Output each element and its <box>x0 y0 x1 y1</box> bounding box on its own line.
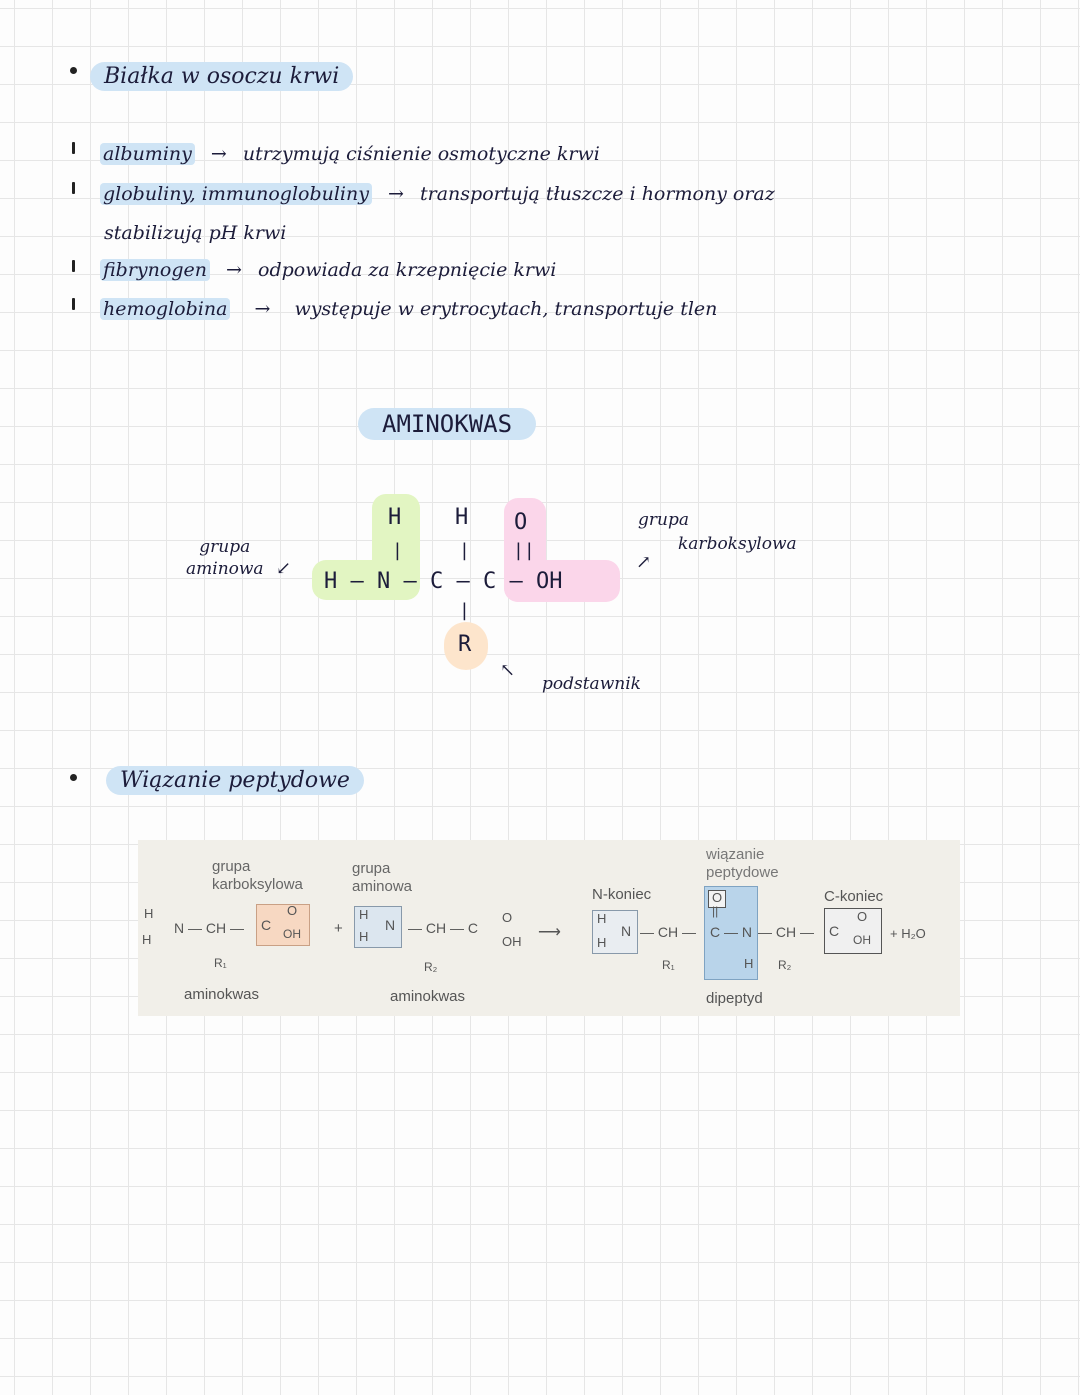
fig-dp-n: N <box>621 923 632 939</box>
fig-aa2-ch: — CH — C <box>408 920 479 936</box>
fig-label-bond-l1: wiązanie <box>706 846 765 863</box>
desc-globuliny: transportują tłuszcze i hormony oraz <box>420 183 775 205</box>
bond: — <box>509 569 523 594</box>
term-hemoglobina: hemoglobina <box>100 298 230 320</box>
bond: — <box>350 569 364 594</box>
fig-label-amino-l1: grupa <box>352 860 391 877</box>
atom-n: N <box>377 569 391 594</box>
backbone <box>324 569 563 594</box>
atom-h-left: H <box>324 569 338 594</box>
fig-dp-ch1: — CH — <box>640 924 697 940</box>
fig-aa1-h-bottom: H <box>142 932 152 947</box>
fig-dp-double-bond: || <box>712 904 719 918</box>
fig-aa1-c: C <box>261 917 272 933</box>
label-amino-group <box>186 536 264 580</box>
fig-dp-oh: OH <box>853 933 871 947</box>
arrow: → <box>226 259 242 281</box>
bullet-2 <box>70 774 77 781</box>
desc-albuminy: utrzymują ciśnienie osmotyczne krwi <box>242 143 600 165</box>
atom-o: O <box>514 510 528 535</box>
fig-aa1-oh: OH <box>283 927 301 941</box>
desc-hemoglobina: występuje w erytrocytach, transportuje tlen <box>294 298 718 320</box>
fig-reaction-arrow: ⟶ <box>538 924 561 941</box>
fig-aa2-n: N <box>385 917 396 933</box>
peptide-bond-figure <box>138 840 960 1016</box>
fig-dp-amino-box <box>592 910 638 954</box>
bond: — <box>403 569 417 594</box>
atom-h-top-n: H <box>388 505 402 530</box>
list-item-globuliny <box>100 183 775 205</box>
fig-aa1-r: R₁ <box>214 956 227 970</box>
label-carboxyl-line1: grupa <box>638 510 689 530</box>
label-amino-line2: aminowa <box>186 559 264 579</box>
atom-r: R <box>458 632 472 657</box>
fig-aa1-ch: CH <box>205 920 227 936</box>
fig-label-dipeptide: dipeptyd <box>706 990 763 1007</box>
bond-vertical-c: | <box>459 540 470 561</box>
fig-label-bond <box>706 846 779 882</box>
fig-aa2-o: O <box>502 910 513 925</box>
fig-label-c-end: C-koniec <box>824 888 884 905</box>
fig-dp-n2: N <box>741 924 753 940</box>
label-carboxyl-group <box>638 508 797 556</box>
label-amino-line1: grupa <box>199 537 251 557</box>
fig-aa2-oh: OH <box>502 934 522 949</box>
section-heading-plasma-proteins: Białka w osoczu krwi <box>90 62 353 91</box>
fig-aa2-c: C <box>467 920 479 936</box>
fig-dp-h-n: H <box>744 956 754 971</box>
fig-dp-r2: R₂ <box>778 958 792 972</box>
arrow: → <box>254 298 271 320</box>
fig-dp-ch1-atom: CH <box>657 924 679 940</box>
arrow-amino: ↙ <box>276 558 292 579</box>
fig-dp-ch2-atom: CH <box>775 924 797 940</box>
fig-dp-r1: R₁ <box>662 958 675 972</box>
fig-dp-h-bottom: H <box>597 935 607 950</box>
atom-c-carboxyl: C <box>483 569 497 594</box>
fig-aa1-carboxyl-box <box>256 904 310 946</box>
term-albuminy: albuminy <box>100 143 195 165</box>
bullet-1 <box>70 67 77 74</box>
fig-aa2-ch-atom: CH <box>425 920 447 936</box>
arrow: → <box>210 143 227 165</box>
fig-label-bond-l2: peptydowe <box>706 864 779 881</box>
fig-dp-c-n: C — N <box>710 924 753 940</box>
atom-h-top-c: H <box>455 505 469 530</box>
arrow-carboxyl: ↗ <box>636 552 652 573</box>
fig-label-aminokwas-2: aminokwas <box>390 988 466 1005</box>
desc-globuliny-cont: stabilizują pH krwi <box>104 222 287 244</box>
fig-aa1-n-atom: N <box>174 920 185 936</box>
desc-fibrynogen: odpowiada za krzepnięcie krwi <box>258 259 557 281</box>
list-item-globuliny-cont <box>104 222 286 244</box>
fig-label-amino-l2: aminowa <box>352 878 413 895</box>
fig-aa2-r: R₂ <box>424 960 438 974</box>
section-heading-peptide-bond: Wiązanie peptydowe <box>106 766 364 795</box>
fig-aa1-o: O <box>287 903 298 918</box>
atom-oh: OH <box>536 569 563 594</box>
fig-water: + H₂O <box>890 926 926 941</box>
arrow: → <box>388 183 404 205</box>
fig-dp-o: O <box>712 890 723 905</box>
fig-label-aminokwas-1: aminokwas <box>184 986 260 1003</box>
atom-c-alpha: C <box>430 569 444 594</box>
list-item-fibrynogen <box>100 259 556 281</box>
label-carboxyl-line2: karboksylowa <box>678 534 797 554</box>
arrow-substituent: ↖ <box>500 660 516 681</box>
fig-dp-o2: O <box>857 909 868 924</box>
dash-4 <box>72 298 75 310</box>
fig-dp-h-top: H <box>597 911 607 926</box>
term-globuliny: globuliny, immunoglobuliny <box>100 183 372 205</box>
bond-double: || <box>513 540 535 561</box>
bond-vertical-r: | <box>459 600 470 621</box>
fig-label-carboxyl <box>212 858 303 894</box>
fig-aa1-h-top: H <box>144 906 154 921</box>
bond: — <box>456 569 470 594</box>
fig-aa2-amino-box <box>354 906 402 948</box>
aminoacid-title: AMINOKWAS <box>358 408 536 440</box>
dash-1 <box>72 142 75 154</box>
label-substituent: podstawnik <box>542 674 641 694</box>
term-fibrynogen: fibrynogen <box>100 259 210 281</box>
fig-label-carboxyl-l1: grupa <box>212 858 251 875</box>
fig-dp-ch2: — CH — <box>758 924 815 940</box>
list-item-hemoglobina <box>100 298 717 320</box>
fig-dp-carboxyl-box <box>824 908 882 954</box>
dash-2 <box>72 182 75 194</box>
fig-aa1-n: N — CH — <box>174 920 245 936</box>
fig-label-n-end: N-koniec <box>592 886 652 903</box>
fig-dp-c: C <box>710 924 721 940</box>
fig-plus: + <box>334 920 343 937</box>
fig-aa2-h-top: H <box>359 907 369 922</box>
fig-label-carboxyl-l2: karboksylowa <box>212 876 303 893</box>
dash-3 <box>72 260 75 272</box>
bond-vertical-n: | <box>392 540 403 561</box>
fig-dp-c2: C <box>829 923 840 939</box>
fig-aa2-h-bottom: H <box>359 929 369 944</box>
list-item-albuminy <box>100 143 600 165</box>
fig-label-amino <box>352 860 412 896</box>
